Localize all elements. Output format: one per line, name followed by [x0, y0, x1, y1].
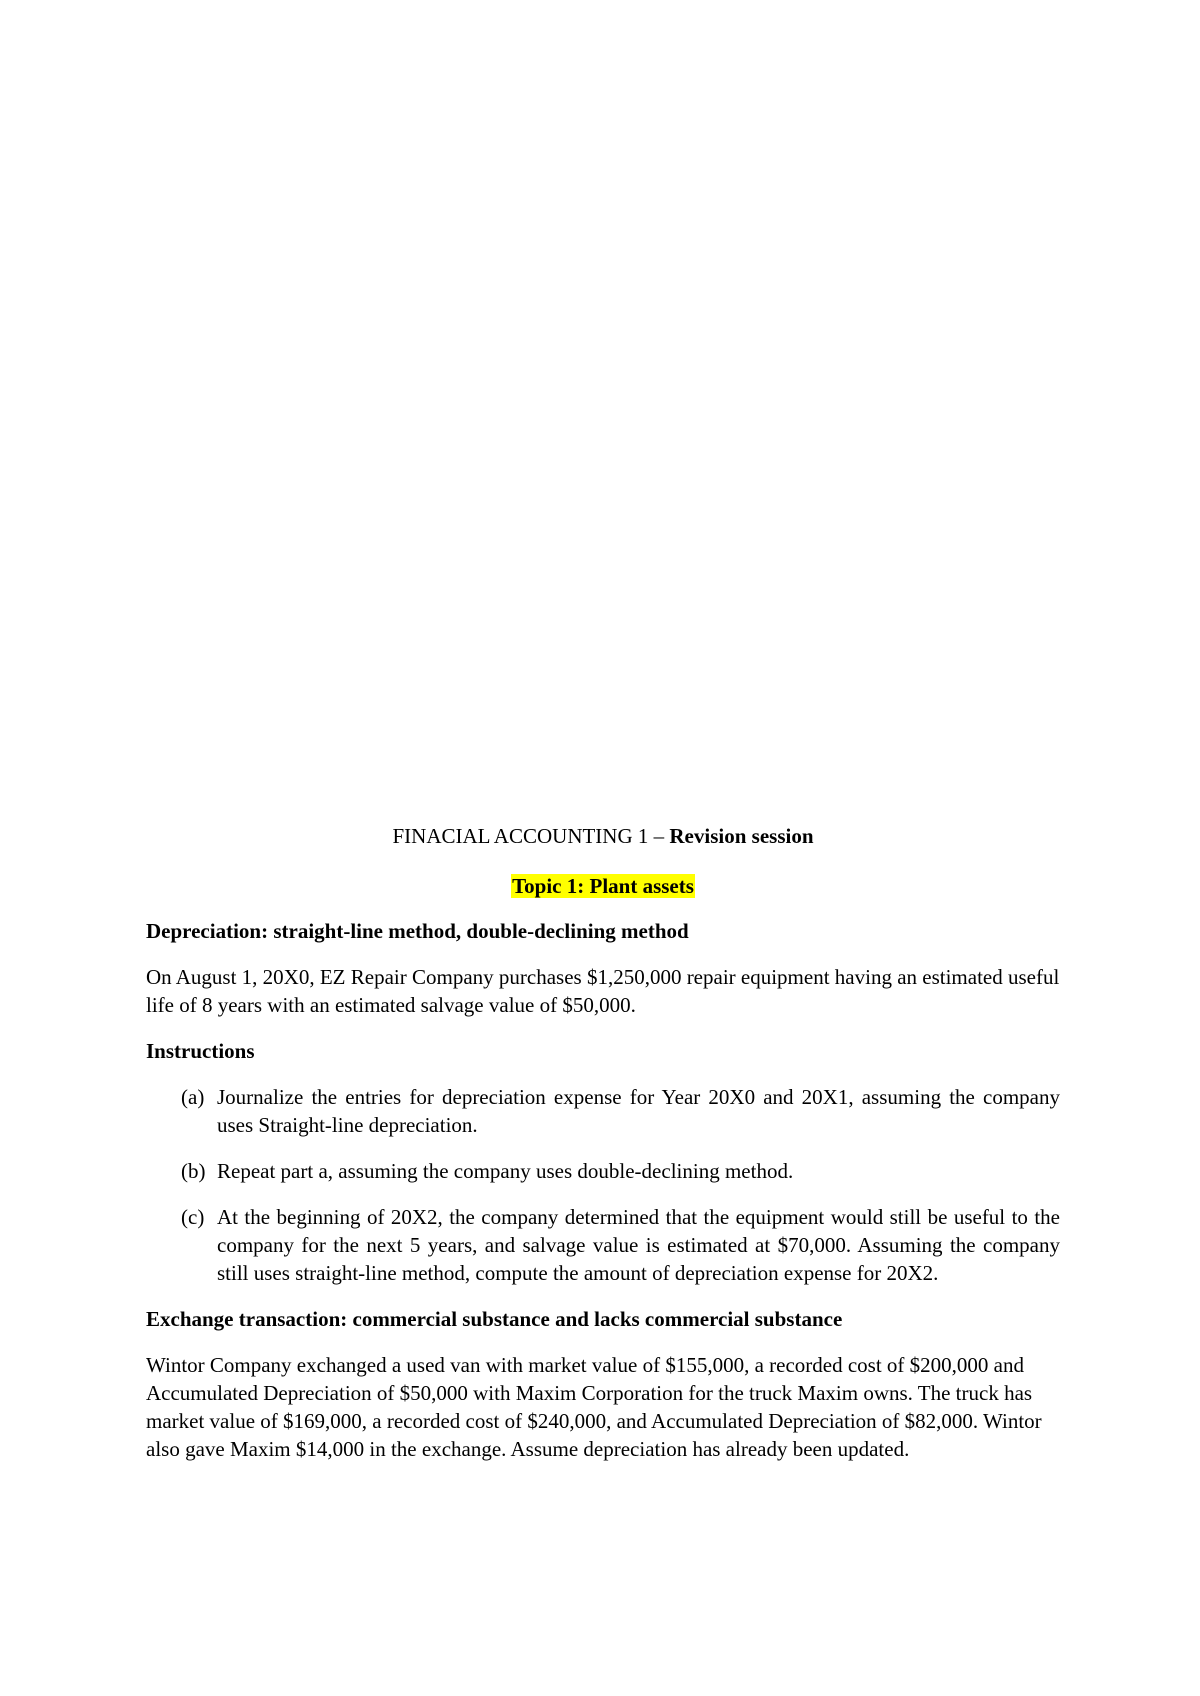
- depreciation-heading: Depreciation: straight-line method, double-declining method: [146, 919, 689, 943]
- instruction-text: At the beginning of 20X2, the company determined that the equipment would still be useful to the company for the next 5 years, and salvage value is estimated at $70,000. Assuming the company still uses straight-line method, compute the amount of depreciation expense for 20X2.: [217, 1205, 1060, 1285]
- exchange-problem-text: Wintor Company exchanged a used van with market value of $155,000, a recorded cost of $200,000 and Accumulated Depreciation of $50,000 with Maxim Corporation for the truck Maxim owns. The truck has market value of $169,000, a recorded cost of $240,000, and Accumulated Depreciation of $82,000. Wintor also gave Maxim $14,000 in the exchange. Assume depreciation has already been updated.: [146, 1353, 1042, 1461]
- instruction-item-c: [146, 1203, 1060, 1287]
- title-session: Revision session: [669, 824, 814, 848]
- instruction-text: Repeat part a, assuming the company uses double-declining method.: [217, 1159, 794, 1183]
- topic-heading: [146, 872, 1060, 900]
- title-course: FINACIAL ACCOUNTING 1 –: [392, 824, 670, 848]
- instruction-marker: (b): [181, 1159, 206, 1183]
- instruction-item-b: [146, 1157, 1060, 1185]
- instruction-marker: (c): [181, 1205, 205, 1229]
- topic-highlight: Topic 1: Plant assets: [512, 874, 694, 898]
- exchange-heading: Exchange transaction: commercial substance and lacks commercial substance: [146, 1307, 843, 1331]
- instruction-marker: (a): [181, 1085, 205, 1109]
- depreciation-problem-text: On August 1, 20X0, EZ Repair Company purchases $1,250,000 repair equipment having an estimated useful life of 8 years with an estimated salvage value of $50,000.: [146, 965, 1060, 1017]
- instructions-heading: Instructions: [146, 1039, 255, 1063]
- instructions-list: [146, 1083, 1060, 1287]
- instruction-text: Journalize the entries for depreciation expense for Year 20X0 and 20X1, assuming the company uses Straight-line depreciation.: [217, 1085, 1060, 1137]
- instruction-item-a: [146, 1083, 1060, 1139]
- document-body: [146, 822, 1060, 1463]
- document-title: [146, 822, 1060, 850]
